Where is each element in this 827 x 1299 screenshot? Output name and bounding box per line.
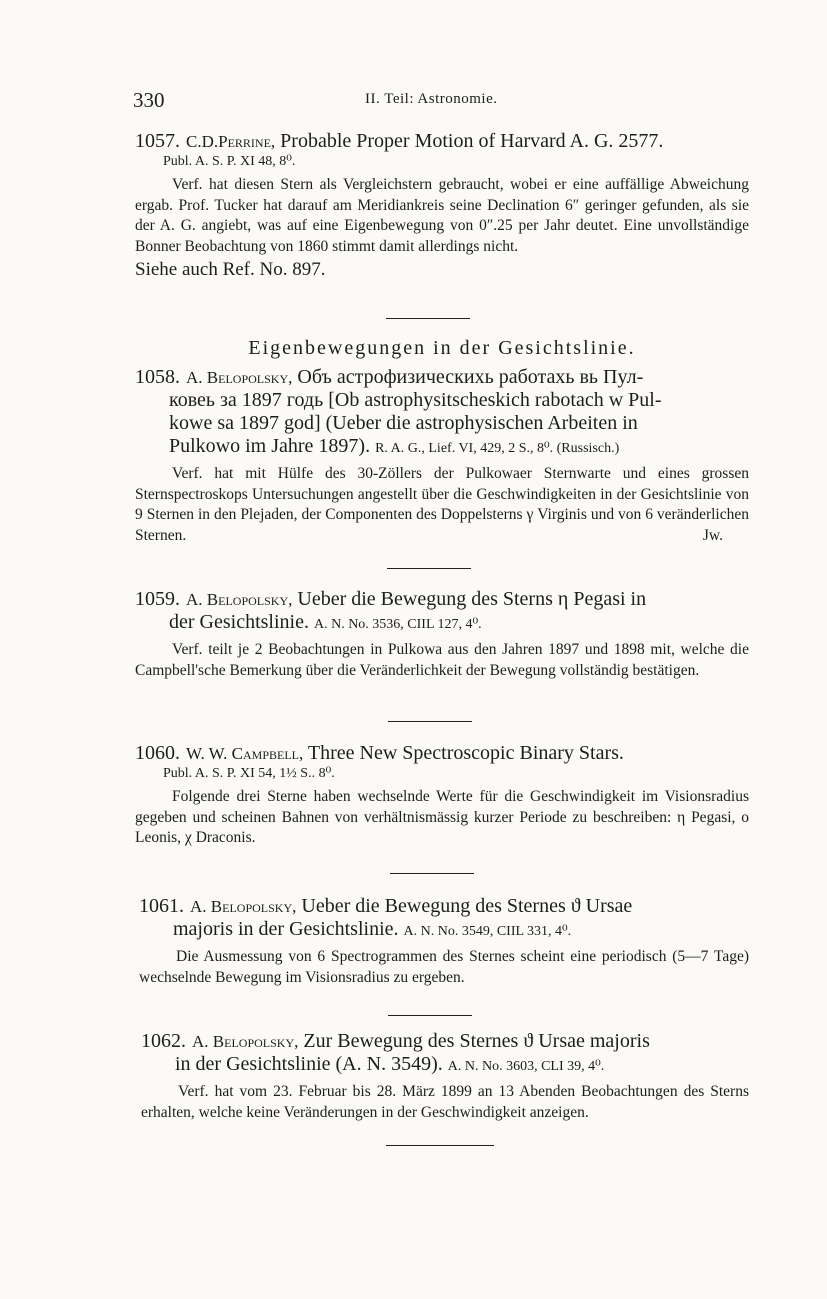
entry-source: R. A. G., Lief. VI, 429, 2 S., 8⁰. (Russisch.)	[375, 441, 620, 456]
entry-title-text: kowe sa 1897 god] (Ueber die astrophysischen Arbeiten in	[169, 412, 638, 434]
divider	[388, 721, 472, 722]
entry-title-text: Zur Bewegung des Sternes ϑ Ursae majoris	[303, 1030, 650, 1052]
entry-1061	[139, 895, 749, 988]
entry-title	[135, 366, 749, 460]
entry-number: 1058.	[135, 366, 180, 388]
running-head: II. Teil: Astronomie.	[365, 91, 498, 107]
entry-title-text: Ueber die Bewegung des Sternes ϑ Ursae	[301, 895, 633, 917]
divider	[387, 568, 471, 569]
entry-number: 1057.	[135, 130, 180, 152]
entry-abstract: Folgende drei Sterne haben wechselnde Werte für die Geschwindigkeit im Visionsradius gegeben und scheinen Bahnen von verhältnismässig kurzer Periode zu beschreiben: η Pegasi, ο Leonis, χ Draconis.	[135, 788, 749, 846]
entry-reference: Publ. A. S. P. XI 54, 1½ S.. 8⁰.	[163, 766, 335, 781]
entry-author: A. Belopolsky,	[190, 897, 297, 916]
page-number: 330	[133, 88, 165, 112]
entry-title-text: in der Gesichtslinie (A. N. 3549).	[175, 1053, 443, 1075]
divider	[386, 1145, 494, 1146]
page-header	[133, 88, 753, 116]
entry-title-text: Three New Spectroscopic Binary Stars.	[307, 742, 624, 764]
entry-author: A. Belopolsky,	[186, 590, 293, 609]
entry-title	[141, 1030, 749, 1078]
divider	[388, 1015, 472, 1016]
divider	[390, 873, 474, 874]
entry-source: A. N. No. 3536, CIIL 127, 4⁰.	[313, 617, 482, 632]
entry-author: A. Belopolsky,	[192, 1032, 299, 1051]
section-heading: Eigenbewegungen in der Gesichtslinie.	[248, 337, 636, 359]
entry-1062	[141, 1030, 749, 1123]
entry-abstract: Verf. teilt je 2 Beobachtungen in Pulkowa aus den Jahren 1897 und 1898 mit, welche die Campbell'sche Bemerkung über die Veränderlichkeit der Bewegung vollständig bestätigen.	[135, 641, 749, 679]
entry-number: 1060.	[135, 742, 180, 764]
entry-abstract: Die Ausmessung von 6 Spectrogrammen des Sternes scheint eine periodisch (5—7 Tage) wechselnde Bewegung im Visionsradius zu ergeben.	[139, 948, 749, 986]
entry-title-text: Pulkowo im Jahre 1897).	[169, 435, 371, 457]
divider	[386, 318, 470, 319]
see-also: Siehe auch Ref. No. 897.	[135, 259, 326, 280]
entry-title-text: Ueber die Bewegung des Sterns η Pegasi in	[297, 588, 647, 610]
entry-number: 1059.	[135, 588, 180, 610]
entry-author: C.D.Perrine,	[186, 132, 276, 151]
entry-title-text: Probable Proper Motion of Harvard A. G. 2577.	[280, 130, 664, 152]
entry-title	[135, 130, 749, 153]
entry-title	[139, 895, 749, 943]
entry-source: A. N. No. 3549, CIIL 331, 4⁰.	[403, 924, 572, 939]
entry-1058	[135, 366, 749, 546]
entry-source: A. N. No. 3603, CLI 39, 4⁰.	[447, 1059, 605, 1074]
entry-1060	[135, 742, 749, 849]
entry-title	[135, 742, 749, 765]
entry-abstract: Verf. hat mit Hülfe des 30-Zöllers der Pulkowaer Sternwarte und eines grossen Sternspectroskops Untersuchungen angestellt über die Geschwindigkeiten in der Gesichtslinie von 9 Sternen in den Plejaden, der Componenten des Doppelsterns γ Virginis und von 6 veränderlichen Sternen. Jw.	[135, 464, 749, 546]
entry-title-text: der Gesichtslinie.	[169, 611, 309, 633]
entry-reference: Publ. A. S. P. XI 48, 8⁰.	[163, 154, 296, 169]
reviewer-sign: Jw.	[702, 526, 723, 544]
entry-1057	[135, 130, 749, 281]
entry-title-text: ковеь за 1897 годь [Ob astrophysitscheskich rabotach w Pul-	[169, 389, 662, 411]
entry-title-text: majoris in der Gesichtslinie.	[173, 918, 399, 940]
entry-title	[135, 588, 749, 636]
entry-number: 1061.	[139, 895, 184, 917]
entry-1059	[135, 588, 749, 681]
entry-title-text: Объ астрофизическихь работахь вь Пул-	[297, 366, 644, 388]
entry-abstract: Verf. hat diesen Stern als Vergleichstern gebraucht, wobei er eine auffällige Abweichung ergab. Prof. Tucker hat darauf am Meridiankreis seine Declination 6″ geringer gefunden, als sie der A. G. angiebt, was auf eine Eigenbewegung von 0″.25 per Jahr deutet. Eine unvollständige Bonner Beobachtung von 1860 stimmt damit allerdings nicht.	[135, 176, 749, 255]
entry-author: A. Belopolsky,	[186, 368, 293, 387]
entry-author: W. W. Campbell,	[186, 744, 304, 763]
entry-abstract: Verf. hat vom 23. Februar bis 28. März 1899 an 13 Abenden Beobachtungen des Sterns erhalten, welche keine Veränderungen in der Geschwindigkeit anzeigen.	[141, 1083, 749, 1121]
entry-number: 1062.	[141, 1030, 186, 1052]
